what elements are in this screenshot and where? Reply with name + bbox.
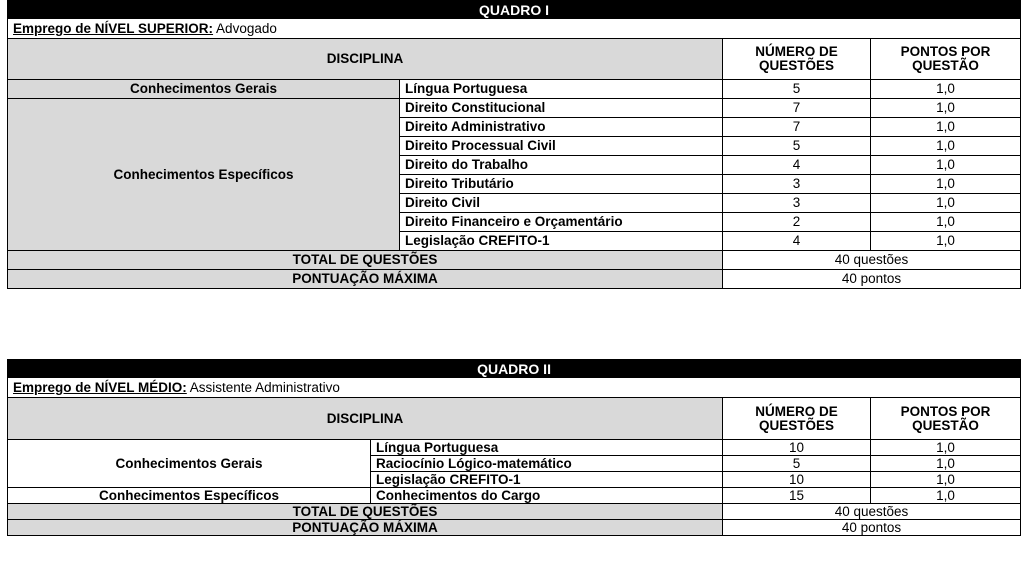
questoes-cell: 5 [723,456,871,472]
pontuacao-row [8,520,1021,536]
questoes-cell: 3 [723,175,871,194]
pontos-cell: 1,0 [871,232,1021,251]
group-label: Conhecimentos Gerais [8,80,400,99]
emprego-label: Emprego de NÍVEL MÉDIO: [13,379,187,395]
header-numero-questoes: NÚMERO DE QUESTÕES [723,39,871,80]
questoes-cell: 7 [723,99,871,118]
emprego-value: Advogado [213,20,277,36]
pontos-cell: 1,0 [871,118,1021,137]
pontos-cell: 1,0 [871,137,1021,156]
disciplina-cell: Direito Administrativo [400,118,723,137]
questoes-cell: 10 [723,440,871,456]
disciplina-cell: Direito Constitucional [400,99,723,118]
header-disciplina: DISCIPLINA [8,39,723,80]
pontos-cell: 1,0 [871,156,1021,175]
disciplina-cell: Língua Portuguesa [400,80,723,99]
quadro-1 [7,0,1020,289]
questoes-cell: 15 [723,488,871,504]
header-pontos-questao: PONTOS POR QUESTÃO [871,398,1021,440]
group-label: Conhecimentos Gerais [8,440,371,488]
total-label: TOTAL DE QUESTÕES [8,251,723,270]
header-disciplina: DISCIPLINA [8,398,723,440]
questoes-cell: 4 [723,156,871,175]
disciplina-cell: Direito Civil [400,194,723,213]
disciplina-cell: Língua Portuguesa [371,440,723,456]
quadro-2 [7,359,1020,536]
disciplina-cell: Legislação CREFITO-1 [400,232,723,251]
total-label: TOTAL DE QUESTÕES [8,504,723,520]
pontos-cell: 1,0 [871,175,1021,194]
questoes-cell: 3 [723,194,871,213]
pontuacao-label: PONTUAÇÃO MÁXIMA [8,520,723,536]
total-row [8,251,1021,270]
questoes-cell: 5 [723,137,871,156]
disciplina-cell: Direito Processual Civil [400,137,723,156]
questoes-cell: 10 [723,472,871,488]
quadro-1-table [7,0,1021,289]
table-row [8,99,1021,118]
disciplina-cell: Direito do Trabalho [400,156,723,175]
pontuacao-row [8,270,1021,289]
pontuacao-value: 40 pontos [723,520,1021,536]
emprego-line [8,378,1021,398]
pontuacao-label: PONTUAÇÃO MÁXIMA [8,270,723,289]
pontos-cell: 1,0 [871,99,1021,118]
pontos-cell: 1,0 [871,472,1021,488]
questoes-cell: 4 [723,232,871,251]
table-row [8,80,1021,99]
disciplina-cell: Conhecimentos do Cargo [371,488,723,504]
disciplina-cell: Legislação CREFITO-1 [371,472,723,488]
pontos-cell: 1,0 [871,213,1021,232]
header-pontos-questao: PONTOS POR QUESTÃO [871,39,1021,80]
table-row [8,440,1021,456]
questoes-cell: 5 [723,80,871,99]
pontos-cell: 1,0 [871,488,1021,504]
pontos-cell: 1,0 [871,456,1021,472]
quadro-2-table [7,359,1021,536]
disciplina-cell: Direito Financeiro e Orçamentário [400,213,723,232]
group-label: Conhecimentos Específicos [8,99,400,251]
emprego-label: Emprego de NÍVEL SUPERIOR: [13,20,214,36]
group-label: Conhecimentos Específicos [8,488,371,504]
emprego-value: Assistente Administrativo [186,379,340,395]
disciplina-cell: Raciocínio Lógico-matemático [371,456,723,472]
pontos-cell: 1,0 [871,80,1021,99]
pontos-cell: 1,0 [871,194,1021,213]
pontos-cell: 1,0 [871,440,1021,456]
questoes-cell: 7 [723,118,871,137]
total-value: 40 questões [723,504,1021,520]
emprego-line [8,19,1021,39]
quadro-title: QUADRO II [8,360,1021,378]
total-row [8,504,1021,520]
quadro-title: QUADRO I [8,1,1021,19]
header-numero-questoes: NÚMERO DE QUESTÕES [723,398,871,440]
table-row [8,488,1021,504]
total-value: 40 questões [723,251,1021,270]
disciplina-cell: Direito Tributário [400,175,723,194]
pontuacao-value: 40 pontos [723,270,1021,289]
questoes-cell: 2 [723,213,871,232]
